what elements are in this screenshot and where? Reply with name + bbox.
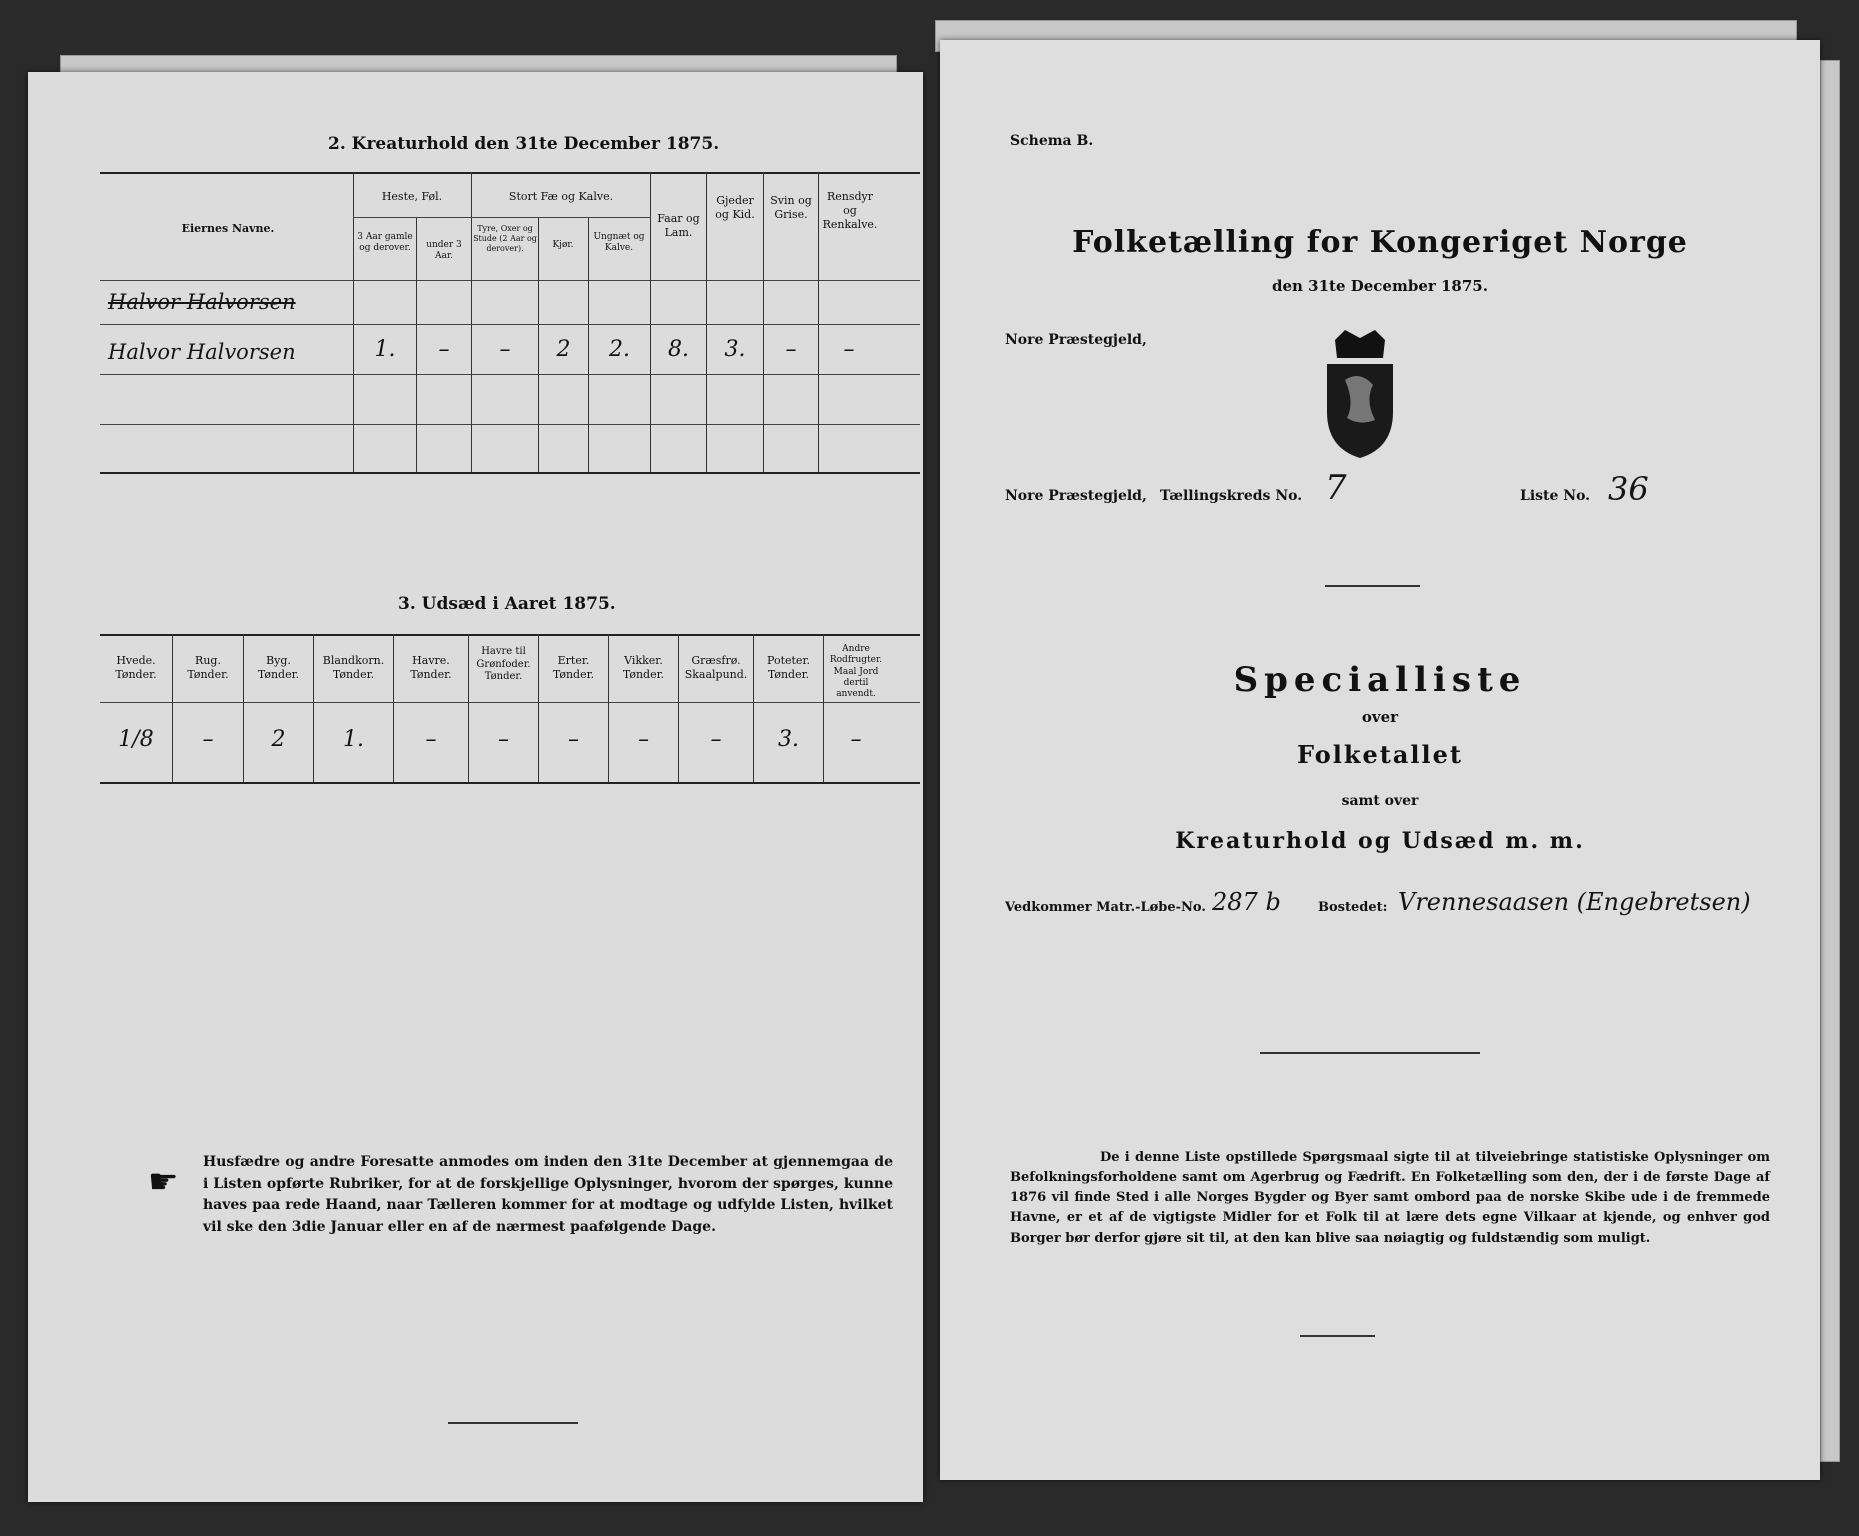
table2-header-rule [100, 280, 920, 281]
main-heading: Folketælling for Kongeriget Norge [1072, 225, 1688, 260]
pointing-hand-icon: ☛ [148, 1162, 179, 1202]
t2-h-horses-young: under 3 Aar. [426, 240, 462, 262]
liste-value: 36 [1608, 470, 1649, 508]
t3-col-7 [608, 634, 609, 782]
t2-h-young: Ungnæt og Kalve. [593, 232, 645, 254]
t2-r2-cows: 2 [556, 337, 571, 362]
table2-bottom-rule [100, 472, 920, 474]
t2-col-8 [763, 172, 764, 472]
t3-col-8 [678, 634, 679, 782]
table2-top-rule [100, 172, 920, 174]
left-end-rule [448, 1422, 578, 1424]
rule-2 [1260, 1052, 1480, 1054]
over-1: over [1361, 708, 1399, 726]
t3-h-andre: Andre Rodfrugter. Maal Jord dertil anvendt. [829, 644, 883, 699]
matr-label: Vedkommer Matr.-Løbe-No. [1005, 900, 1206, 915]
t3-col-5 [468, 634, 469, 782]
t2-h-horses-old: 3 Aar gamle og derover. [357, 232, 413, 254]
prestegjeld-text: Nore Præstegjeld, [1005, 488, 1147, 504]
t2-h-cows: Kjør. [552, 240, 574, 250]
t2-row2-owner: Halvor Halvorsen [108, 340, 296, 364]
samt-over: samt over [1341, 793, 1419, 809]
t2-r2-young: 2. [609, 337, 630, 362]
t2-h-sheep: Faar og Lam. [657, 212, 700, 239]
t2-h-bulls: Tyre, Oxer og Stude (2 Aar og derover). [473, 224, 537, 253]
t2-col-9 [818, 172, 819, 472]
t3-col-2 [243, 634, 244, 782]
t3-h-rug: Rug. Tønder. [187, 654, 229, 681]
table3-top-rule [100, 634, 920, 636]
t2-r2-goats: 3. [724, 337, 746, 362]
right-page-side-edge [1820, 60, 1840, 1462]
t2-r2-horses-old: 1. [374, 337, 396, 362]
right-page [940, 40, 1820, 1480]
t3-col-10 [823, 634, 824, 782]
table2-row-rule-2 [100, 374, 920, 375]
table3-header-rule [100, 702, 920, 703]
t2-group-rule [353, 217, 650, 218]
table3-bottom-rule [100, 782, 920, 784]
rule-3 [1300, 1335, 1375, 1337]
bostedet-label: Bostedet: [1318, 900, 1388, 915]
rule-1 [1325, 585, 1420, 587]
notice-text: Husfædre og andre Foresatte anmodes om inden den 31te December at gjennemgaa de i Listen opførte Rubriker, for at de forskjellige Oplysninger, hvorom der spørges, kunne haves paa rede Haand, naar Tælleren kommer for at modtage og udfylde Listen, hvilket vil ske den 3die Januar eller en af de nærmest paafølgende Dage. [203, 1154, 893, 1236]
prestegjeld-label: Nore Præstegjeld, [1005, 332, 1147, 348]
t2-r2-pigs: – [785, 337, 797, 362]
t3-h-vikker: Vikker. Tønder. [622, 654, 665, 681]
kreds-label: Tællingskreds No. [1160, 488, 1303, 504]
t3-col-3 [313, 634, 314, 782]
t2-r2-bulls: – [499, 337, 511, 362]
t2-row1-owner: Halvor Halvorsen [108, 290, 296, 314]
t2-h-goats: Gjeder og Kid. [715, 194, 755, 221]
t3-col-1 [172, 634, 173, 782]
t3-v-graesfro: – [710, 727, 722, 752]
t3-v-havre-gron: – [498, 727, 509, 752]
kreaturhold-udsaed: Kreaturhold og Udsæd m. m. [1175, 828, 1585, 854]
t3-v-havre: – [425, 727, 437, 752]
prestegjeld-row [1005, 332, 1805, 362]
t3-h-erter: Erter. Tønder. [552, 654, 595, 681]
t2-col-6 [650, 172, 651, 472]
folketallet: Folketallet [1297, 740, 1463, 769]
t2-r2-reindeer: – [843, 337, 855, 362]
t2-h-reindeer: Rensdyr og Renkalve. [822, 190, 878, 231]
t3-h-havre: Havre. Tønder. [410, 654, 452, 681]
t3-v-byg: 2 [271, 727, 286, 752]
t2-h-owner: Eiernes Navne. [181, 222, 275, 235]
t3-v-erter: – [568, 727, 579, 752]
bostedet-value: Vrennesaasen (Engebretsen) [1398, 888, 1751, 916]
t3-col-4 [393, 634, 394, 782]
schema-label: Schema B. [1010, 133, 1094, 149]
section2-title: 2. Kreaturhold den 31te December 1875. [328, 134, 720, 154]
t3-h-hvede: Hvede. Tønder. [115, 654, 157, 681]
t2-h-cattle-group: Stort Fæ og Kalve. [508, 190, 614, 203]
census-date: den 31te December 1875. [1272, 277, 1488, 295]
t3-col-9 [753, 634, 754, 782]
t3-h-blandkorn: Blandkorn. Tønder. [322, 654, 385, 681]
table2-row-rule-3 [100, 424, 920, 425]
t3-col-6 [538, 634, 539, 782]
liste-label: Liste No. [1520, 488, 1591, 504]
section3-title: 3. Udsæd i Aaret 1875. [398, 594, 616, 614]
specialliste: Specialliste [1233, 660, 1527, 700]
table2-row-rule-1 [100, 324, 920, 325]
t3-v-hvede: 1/8 [118, 727, 154, 752]
t2-r2-horses-young: – [438, 337, 450, 362]
t3-v-poteter: 3. [778, 727, 799, 752]
kreds-value: 7 [1325, 468, 1347, 508]
left-page [28, 72, 923, 1502]
t3-h-graesfro: Græsfrø. Skaalpund. [684, 654, 748, 681]
t3-v-andre: – [850, 727, 862, 752]
t2-col-7 [706, 172, 707, 472]
explanation-paragraph: De i denne Liste opstillede Spørgsmaal sigte til at tilveiebringe statistiske Oplysninger om Befolkningsforholdene samt om Agerbrug og Fædrift. En Folketælling som den, der i de første Dage af 1876 vil finde Sted i alle Norges Bygder og Byer samt ombord paa de norske Skibe ude i de fremmede Havne, er et af de vigtigste Midler for et Folk til at lære dets egne Vilkaar at kjende, og enhver god Borger bør derfor gjøre sit til, at den kan blive saa nøiagtig og fuldstændig som muligt. [1010, 1150, 1770, 1246]
t2-h-horses-group: Heste, Føl. [381, 190, 443, 203]
t3-v-rug: – [202, 727, 214, 752]
t3-h-havre-gron: Havre til Grønfoder. Tønder. [476, 646, 531, 682]
t2-h-pigs: Svin og Grise. [770, 194, 812, 221]
t3-v-blandkorn: 1. [343, 727, 364, 752]
t3-h-byg: Byg. Tønder. [257, 654, 300, 681]
t2-r2-sheep: 8. [668, 337, 689, 362]
matr-value: 287 b [1212, 888, 1281, 916]
t3-h-poteter: Poteter. Tønder. [767, 654, 810, 681]
t3-v-vikker: – [638, 727, 649, 752]
